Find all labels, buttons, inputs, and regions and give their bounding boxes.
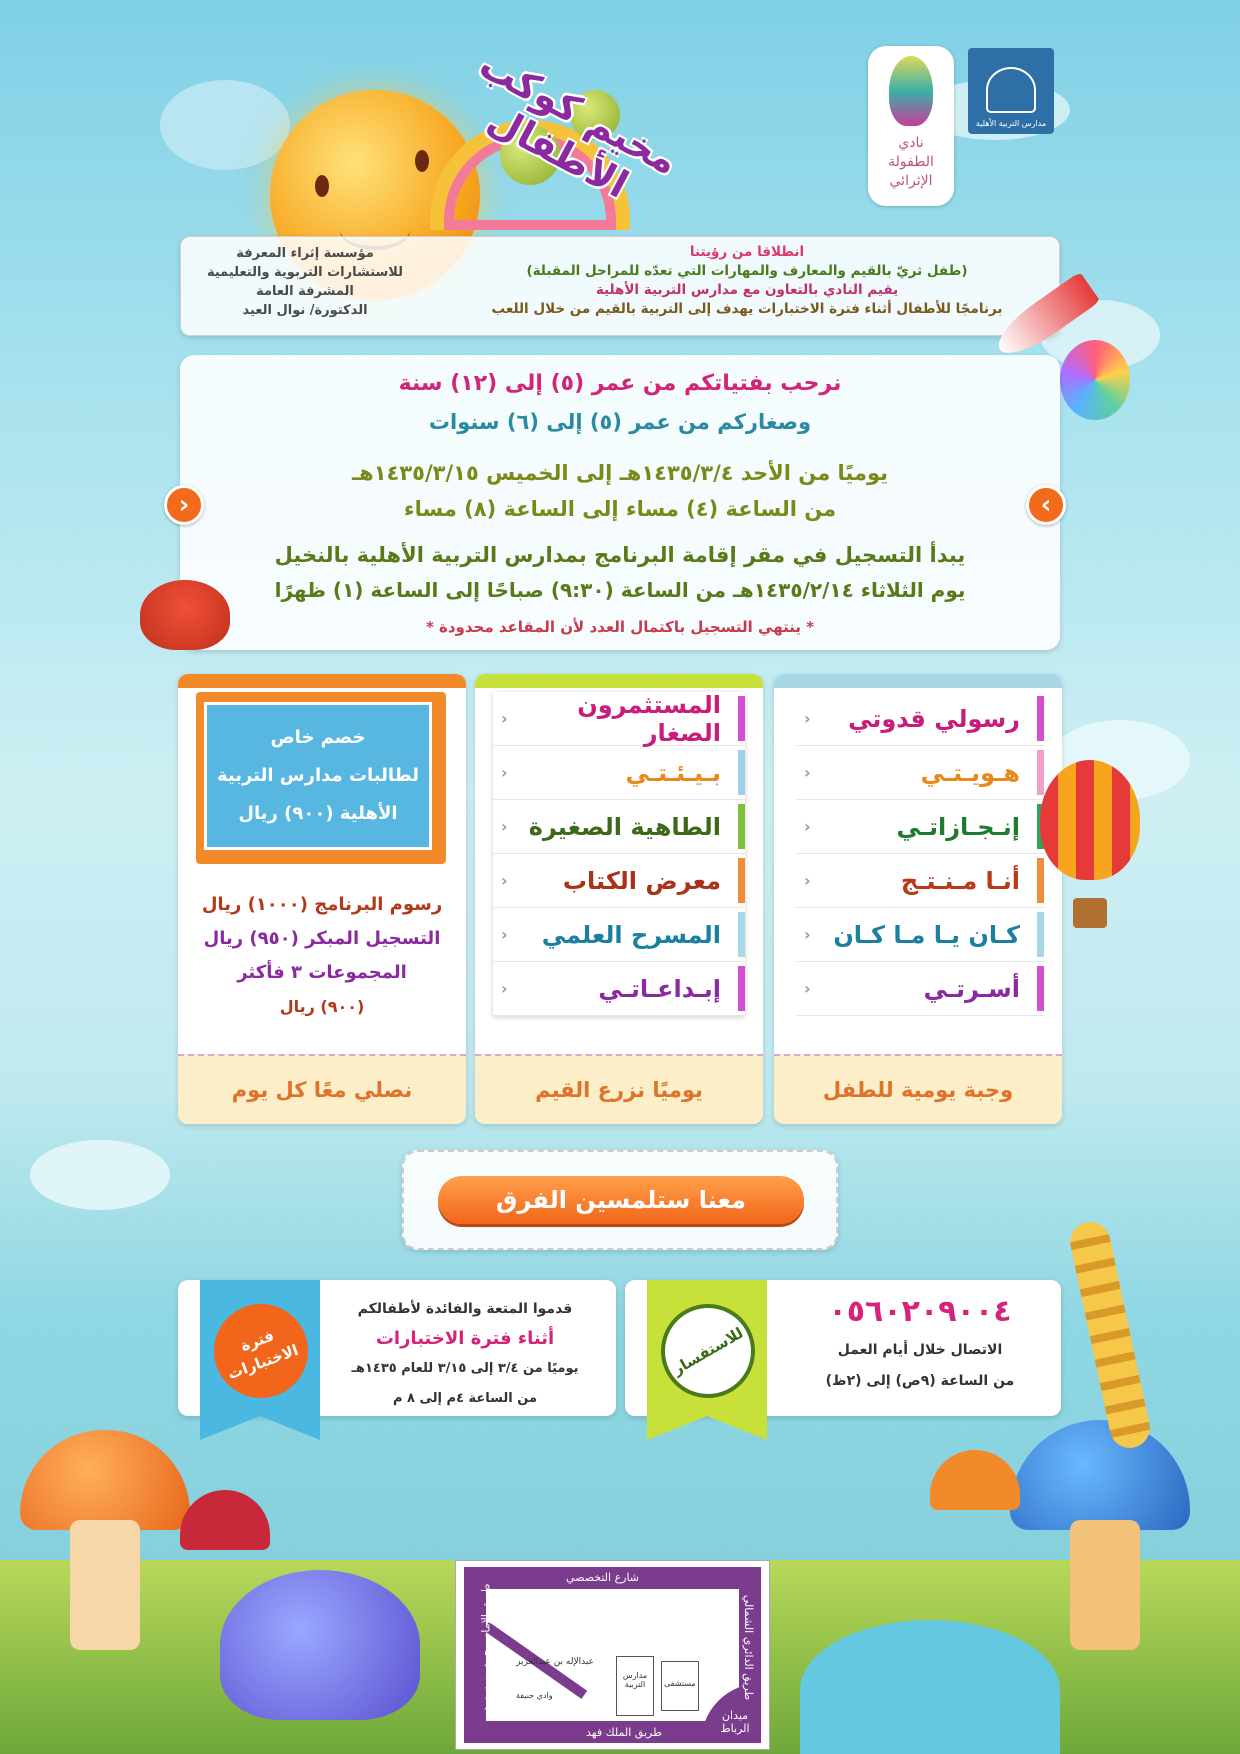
chevron-left-icon: ‹ [804,871,811,890]
card-footer [774,1054,1062,1124]
bird-illustration [140,580,230,650]
map-side-street: عبدالإله بن عبدالعزيز [516,1657,594,1667]
cloud-decoration [30,1140,170,1210]
map-street-bottom: طريق الملك فهد [586,1726,662,1739]
club-logo-text: نادي الطفولة الإثرائي [888,135,934,189]
registration-date-text: يوم الثلاثاء ١٤٣٥/٢/١٤هـ من الساعة (٩:٣٠) صباحًا إلى الساعة (١) ظهرًا [274,578,966,602]
card-fees [178,674,466,1124]
list-item-color-bar [738,804,745,849]
card-top-bar [774,674,1062,688]
list-item[interactable] [493,800,745,854]
balloon-basket [1073,898,1107,928]
card-footer [178,1054,466,1124]
age-young-text: وصغاركم من عمر (٥) إلى (٦) سنوات [428,410,812,434]
info-slider [180,355,1060,650]
program-text: برنامجًا للأطفال أثناء فترة الاختبارات يهدف إلى التربية بالقيم من خلال اللعب [491,300,1003,317]
list-item-label: أنـا مـنـتـج [900,866,1020,895]
mushroom-stem [1070,1520,1140,1650]
card-footer-text: نصلي معًا كل يوم [231,1078,413,1102]
chevron-left-icon: ‹ [501,979,508,998]
list-item[interactable] [493,908,745,962]
fee-early: التسجيل المبكر (٩٥٠) ريال [203,928,441,949]
discount-line: لطالبات مدارس التربية [217,765,419,786]
slider-next-button[interactable] [1026,485,1066,525]
hours-text: من الساعة (٤) مساء إلى الساعة (٨) مساء [403,497,837,521]
discount-title: خصم خاص [270,727,366,748]
card-daily-meal [774,674,1062,1124]
list-item[interactable] [493,692,745,746]
supervisor-title: المشرفة العامة [256,283,354,299]
tree-icon [986,67,1036,113]
list-item[interactable] [796,854,1044,908]
mushroom-illustration [930,1450,1020,1510]
exams-line1: قدموا المتعة والفائدة لأطفالكم [357,1301,573,1317]
club-logo [868,46,954,206]
list-item-color-bar [738,912,745,957]
list-item-label: هـويـتـي [920,758,1020,787]
discount-price: الأهلية (٩٠٠) ريال [238,803,398,824]
values-list [493,692,745,1016]
registration-text: يبدأ التسجيل في مقر إقامة البرنامج بمدارس التربية الأهلية بالنخيل [274,543,966,567]
map-label-b: وادي حنيفة [516,1691,553,1700]
org-desc: للاستشارات التربوية والتعليمية [206,264,404,280]
supervisor-name: الدكتورة/ نوال العيد [242,302,368,318]
org-name: مؤسسة إثراء المعرفة [236,246,374,261]
list-item-label: المسرح العلمي [541,920,721,949]
contact-line1: الاتصال خلال أيام العمل [837,1342,1003,1358]
list-item[interactable] [493,746,745,800]
list-item-color-bar [738,858,745,903]
mushroom-illustration [20,1430,190,1530]
list-item-color-bar [1037,912,1044,957]
mushroom-stem [70,1520,140,1650]
cta-button[interactable] [438,1176,804,1224]
chevron-left-icon: ‹ [804,817,811,836]
partnership-text: يقيم النادي بالتعاون مع مدارس التربية الأهلية [595,281,899,298]
card-footer [475,1054,763,1124]
exams-box [178,1280,616,1416]
club-logo-icon [889,56,933,126]
slider-prev-button[interactable] [164,485,204,525]
intro-panel [180,236,1060,336]
chevron-left-icon: ‹ [501,709,508,728]
cloud-decoration [160,80,290,170]
card-footer-text: يوميًا نزرع القيم [535,1078,703,1102]
list-item-label: الطاهية الصغيرة [528,812,721,841]
hot-air-balloon-illustration [1040,760,1140,880]
dates-text: يوميًا من الأحد ١٤٣٥/٣/٤هـ إلى الخميس ١٤٣٥/٣/١٥هـ [351,461,889,485]
balloon-decoration [1060,340,1130,420]
list-item-label: إنـجـازاتـي [896,812,1020,841]
chevron-left-icon: ‹ [501,763,508,782]
mushroom-illustration [1010,1420,1190,1530]
map-street-top: شارع التخصصي [566,1571,640,1584]
fee-groups-price: (٩٠٠) ريال [279,997,365,1016]
chevron-right-icon: › [1040,490,1052,520]
school-logo-text: مدارس التربية الأهلية [975,119,1047,128]
giraffe-illustration [1067,1218,1154,1451]
card-values [475,674,763,1124]
list-item-color-bar [738,966,745,1011]
list-item-color-bar [738,696,745,741]
list-item[interactable] [796,800,1044,854]
list-item-color-bar [1037,858,1044,903]
age-girls-text: نرحب بفتياتكم من عمر (٥) إلى (١٢) سنة [398,371,842,396]
card-footer-text: وجبة يومية للطفل [822,1078,1014,1102]
list-item-label: المستثمرون الصغار [577,690,721,747]
list-item-color-bar [1037,966,1044,1011]
exams-badge-text: فترة الاختبارات [225,1326,301,1384]
chevron-left-icon: ‹ [178,490,190,520]
map-square-label: ميدان الرباط [720,1709,750,1735]
list-item-label: معرض الكتاب [562,866,721,895]
list-item[interactable] [493,854,745,908]
list-item-label: بـيـئـتـي [625,758,721,787]
fee-program: رسوم البرنامج (١٠٠٠) ريال [201,894,443,915]
list-item[interactable] [796,746,1044,800]
chevron-left-icon: ‹ [501,871,508,890]
elephant-illustration [220,1570,420,1720]
map-street-right: طريق الدائري الشمالي [741,1594,755,1701]
river-decoration [800,1620,1060,1754]
inquiry-badge-text: للاستفسار [669,1323,747,1379]
registration-note: * ينتهي التسجيل باكتمال العدد لأن المقاعد محدودة * [425,618,815,636]
location-map [455,1560,770,1750]
contact-phone[interactable]: ٠٥٦٠٢٠٩٠٠٤ [828,1294,1012,1329]
list-item-label: رسولي قدوتي [848,704,1020,733]
mushroom-illustration [180,1490,270,1550]
chevron-left-icon: ‹ [501,817,508,836]
exams-line3: يوميًا من ٣/٤ إلى ٣/١٥ للعام ١٤٣٥هـ [351,1361,579,1376]
school-logo [968,48,1054,134]
chevron-left-icon: ‹ [804,763,811,782]
discount-box [196,692,446,864]
chevron-left-icon: ‹ [804,925,811,944]
contact-line2: من الساعة (٩ص) إلى (٢ظ) [825,1373,1015,1389]
list-item[interactable] [493,962,745,1016]
cta-button-label: معنا ستلمسين الفرق [496,1186,746,1214]
list-item-label: كـان يـا مـا كـان [833,920,1020,949]
list-item-label: إبـداعـاتـي [598,974,721,1003]
fee-groups: المجموعات ٣ فأكثر [237,962,407,983]
meal-list [796,692,1044,1016]
list-item-color-bar [1037,750,1044,795]
list-item-color-bar [1037,696,1044,741]
contact-box [625,1280,1061,1416]
list-item-label: أسـرتـي [923,974,1020,1003]
map-street-left: طريق الإمام محمد بن سعود [479,1583,493,1712]
list-item-color-bar [738,750,745,795]
list-item[interactable] [796,692,1044,746]
map-hospital-label: مستشفى [664,1679,696,1688]
list-item[interactable] [796,908,1044,962]
list-item[interactable] [796,962,1044,1016]
card-top-bar [475,674,763,688]
card-top-bar [178,674,466,688]
chevron-left-icon: ‹ [501,925,508,944]
vision-heading: انطلاقا من رؤيتنا [689,244,805,260]
exams-line4: من الساعة ٤م إلى ٨ م [392,1391,538,1406]
exams-line2: أثناء فترة الاختبارات [375,1328,555,1349]
chevron-left-icon: ‹ [804,979,811,998]
vision-text: (طفل ثريّ بالقيم والمعارف والمهارات التي تعدّه للمراحل المقبلة) [526,262,968,279]
map-school-label: مدارس التربية [622,1671,648,1689]
camp-title-text: مخيم كوكب الأطفال [472,42,686,207]
chevron-left-icon: ‹ [804,709,811,728]
